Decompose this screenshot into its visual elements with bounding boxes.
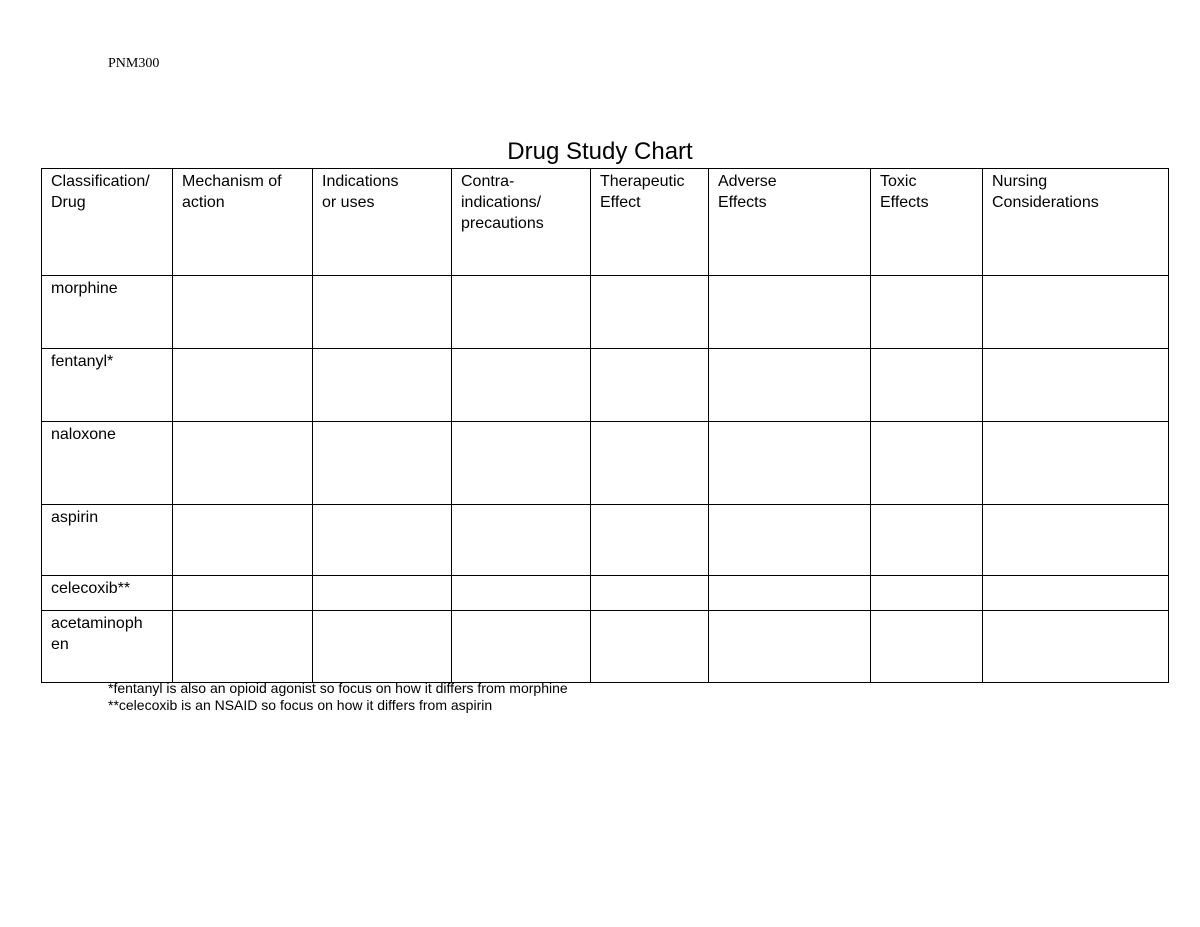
- mechanism-cell[interactable]: [173, 349, 313, 422]
- page-title: Drug Study Chart: [507, 138, 693, 165]
- contraindications-cell[interactable]: [452, 611, 591, 683]
- adverse-effects-cell[interactable]: [709, 576, 871, 611]
- table-row: [42, 276, 1169, 349]
- drug-name-cell: celecoxib**: [42, 576, 173, 611]
- header-toxic-effects: Toxic Effects: [871, 169, 983, 276]
- header-mechanism-of-action: Mechanism of action: [173, 169, 313, 276]
- header-therapeutic-effect: Therapeutic Effect: [591, 169, 709, 276]
- therapeutic-effect-cell[interactable]: [591, 576, 709, 611]
- table-row: [42, 349, 1169, 422]
- nursing-considerations-cell[interactable]: [983, 611, 1169, 683]
- drug-name-cell: aspirin: [42, 505, 173, 576]
- toxic-effects-cell[interactable]: [871, 349, 983, 422]
- adverse-effects-cell[interactable]: [709, 349, 871, 422]
- therapeutic-effect-cell[interactable]: [591, 349, 709, 422]
- header-contraindications: Contra- indications/ precautions: [452, 169, 591, 276]
- toxic-effects-cell[interactable]: [871, 576, 983, 611]
- nursing-considerations-cell[interactable]: [983, 349, 1169, 422]
- drug-name-cell: acetaminoph en: [42, 611, 173, 683]
- drug-name-cell: naloxone: [42, 422, 173, 505]
- footnote-celecoxib: **celecoxib is an NSAID so focus on how it differs from aspirin: [108, 697, 493, 713]
- adverse-effects-cell[interactable]: [709, 611, 871, 683]
- footnote-fentanyl: *fentanyl is also an opioid agonist so focus on how it differs from morphine: [108, 680, 568, 696]
- adverse-effects-cell[interactable]: [709, 505, 871, 576]
- toxic-effects-cell[interactable]: [871, 505, 983, 576]
- toxic-effects-cell[interactable]: [871, 611, 983, 683]
- table-row: [42, 611, 1169, 683]
- therapeutic-effect-cell[interactable]: [591, 611, 709, 683]
- indications-cell[interactable]: [313, 349, 452, 422]
- nursing-considerations-cell[interactable]: [983, 505, 1169, 576]
- indications-cell[interactable]: [313, 611, 452, 683]
- therapeutic-effect-cell[interactable]: [591, 505, 709, 576]
- contraindications-cell[interactable]: [452, 422, 591, 505]
- header-adverse-effects: Adverse Effects: [709, 169, 871, 276]
- toxic-effects-cell[interactable]: [871, 422, 983, 505]
- indications-cell[interactable]: [313, 505, 452, 576]
- mechanism-cell[interactable]: [173, 422, 313, 505]
- mechanism-cell[interactable]: [173, 611, 313, 683]
- drug-study-table: [41, 168, 1169, 683]
- table-header-row: [42, 169, 1169, 276]
- adverse-effects-cell[interactable]: [709, 276, 871, 349]
- nursing-considerations-cell[interactable]: [983, 576, 1169, 611]
- therapeutic-effect-cell[interactable]: [591, 276, 709, 349]
- indications-cell[interactable]: [313, 422, 452, 505]
- drug-name-cell: fentanyl*: [42, 349, 173, 422]
- nursing-considerations-cell[interactable]: [983, 422, 1169, 505]
- table-row: [42, 422, 1169, 505]
- table-row: [42, 505, 1169, 576]
- course-code: PNM300: [108, 56, 160, 71]
- adverse-effects-cell[interactable]: [709, 422, 871, 505]
- indications-cell[interactable]: [313, 576, 452, 611]
- therapeutic-effect-cell[interactable]: [591, 422, 709, 505]
- footnotes: [108, 680, 568, 714]
- header-classification-drug: Classification/ Drug: [42, 169, 173, 276]
- contraindications-cell[interactable]: [452, 576, 591, 611]
- contraindications-cell[interactable]: [452, 349, 591, 422]
- mechanism-cell[interactable]: [173, 505, 313, 576]
- header-nursing-considerations: Nursing Considerations: [983, 169, 1169, 276]
- mechanism-cell[interactable]: [173, 276, 313, 349]
- contraindications-cell[interactable]: [452, 276, 591, 349]
- header-indications: Indications or uses: [313, 169, 452, 276]
- mechanism-cell[interactable]: [173, 576, 313, 611]
- toxic-effects-cell[interactable]: [871, 276, 983, 349]
- indications-cell[interactable]: [313, 276, 452, 349]
- nursing-considerations-cell[interactable]: [983, 276, 1169, 349]
- drug-name-cell: morphine: [42, 276, 173, 349]
- table-row: [42, 576, 1169, 611]
- contraindications-cell[interactable]: [452, 505, 591, 576]
